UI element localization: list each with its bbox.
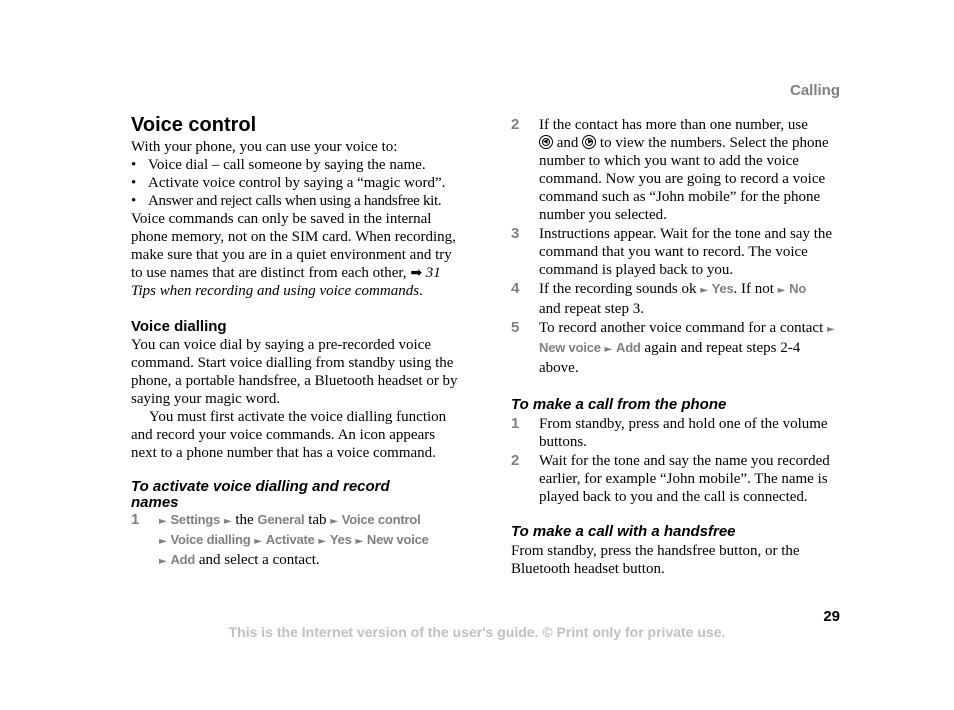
list-item xyxy=(131,174,463,192)
menu-new-voice: New voice xyxy=(539,340,601,355)
section-header: Calling xyxy=(789,82,840,99)
bullet: • xyxy=(131,193,137,209)
step-number: 1 xyxy=(131,511,140,528)
step-item xyxy=(511,280,843,318)
step-item xyxy=(511,319,843,377)
subsection-title: Voice dialling xyxy=(131,318,227,335)
step-number: 5 xyxy=(511,319,520,336)
step-item xyxy=(511,116,843,224)
bullet: • xyxy=(131,157,137,173)
footer-notice: This is the Internet version of the user's guide. © Print only for private use. xyxy=(228,624,726,640)
task-title: To make a call from the phone xyxy=(511,396,727,413)
right-column xyxy=(511,114,843,578)
list-item-text: Activate voice control by saying a “magic word”. xyxy=(148,175,446,191)
paragraph-text: Voice commands can only be saved in the internal phone memory, not on the SIM card. When recording, make sure that you are in a quiet environment and try to use names that are distinct from each other, xyxy=(131,211,456,281)
step-word: If the contact has more than one number, use xyxy=(539,117,808,133)
step-number: 4 xyxy=(511,280,520,297)
page-reference-link[interactable]: 31 Tips when recording and using voice commands xyxy=(131,265,441,299)
memory-paragraph xyxy=(131,210,463,300)
menu-arrow-icon: ► xyxy=(330,516,338,527)
menu-settings: Settings xyxy=(170,512,221,527)
step-item xyxy=(511,452,843,506)
menu-general: General xyxy=(257,512,305,527)
step-text xyxy=(539,280,843,318)
step-word: again and repeat steps 2-4 above. xyxy=(539,340,801,376)
reference-arrow-icon: ➡ xyxy=(410,265,423,281)
menu-new-voice: New voice xyxy=(366,532,429,547)
menu-yes: Yes xyxy=(329,532,352,547)
menu-voice-dialling: Voice dialling xyxy=(170,532,251,547)
activation-paragraph: You must first activate the voice dialling function and record your voice commands. An icon appears next to a phone number that has a voice command. xyxy=(131,409,447,461)
step-word: . If not xyxy=(733,281,778,297)
list-item-text: Voice dial – call someone by saying the name. xyxy=(148,157,426,173)
menu-arrow-icon: ► xyxy=(355,536,364,547)
menu-arrow-icon: ► xyxy=(604,344,613,355)
step-word: To record another voice command for a contact xyxy=(539,320,827,336)
task-title: To activate voice dialling and record names xyxy=(131,478,390,511)
menu-arrow-icon: ► xyxy=(318,536,327,547)
step-text: From standby, press and hold one of the volume buttons. xyxy=(539,416,828,450)
menu-arrow-icon: ► xyxy=(159,536,167,547)
nav-right-key-icon: ▶ xyxy=(582,135,596,149)
step-number: 2 xyxy=(511,116,520,133)
list-item-text: Answer and reject calls when using a handsfree kit. xyxy=(148,193,442,209)
menu-activate: Activate xyxy=(265,532,315,547)
step-number: 3 xyxy=(511,225,520,242)
step-number: 1 xyxy=(511,415,520,432)
step-number: 2 xyxy=(511,452,520,469)
step-text: Wait for the tone and say the name you recorded earlier, for example “John mobile”. The name is played back to you and the call is connected. xyxy=(539,453,830,505)
task-title: To make a call with a handsfree xyxy=(511,523,736,540)
step-word: and xyxy=(553,135,583,151)
page-title: Voice control xyxy=(131,114,257,136)
step-text xyxy=(539,116,843,224)
bullet: • xyxy=(131,175,137,191)
menu-arrow-icon: ► xyxy=(159,556,167,567)
step-item xyxy=(511,415,843,451)
step-item xyxy=(131,511,463,571)
nav-left-key-icon: ◀ xyxy=(539,135,553,149)
menu-arrow-icon: ► xyxy=(827,324,835,335)
menu-arrow-icon: ► xyxy=(700,285,708,296)
feature-list xyxy=(131,156,463,210)
menu-yes: Yes xyxy=(711,281,734,296)
menu-add: Add xyxy=(170,552,196,567)
step-word: the xyxy=(231,512,258,528)
step-item xyxy=(511,225,843,279)
step-word: to view the numbers. Select the phone number to which you want to add the voice command. Now you are going to record a voice command such as “John mobile” for the phone number you selected. xyxy=(539,135,829,223)
menu-add: Add xyxy=(616,340,641,355)
intro-text: With your phone, you can use your voice to: xyxy=(131,139,398,155)
step-word: and select a contact. xyxy=(195,552,320,568)
step-text xyxy=(539,319,843,377)
list-item xyxy=(131,156,463,174)
left-column xyxy=(131,114,463,571)
step-word: If the recording sounds ok xyxy=(539,281,701,297)
menu-arrow-icon: ► xyxy=(159,516,167,527)
page-number: 29 xyxy=(823,608,840,625)
period: . xyxy=(419,283,423,299)
menu-arrow-icon: ► xyxy=(223,516,232,527)
step-text xyxy=(159,511,463,571)
step-word: and repeat step 3. xyxy=(539,301,644,317)
voice-dialling-paragraph: You can voice dial by saying a pre-recorded voice command. Start voice dialling from standby using the phone, a portable handsfree, a Bluetooth headset or by saying your magic word. xyxy=(131,337,458,407)
handsfree-paragraph: From standby, press the handsfree button, or the Bluetooth headset button. xyxy=(511,543,800,577)
menu-voice-control: Voice control xyxy=(341,512,421,527)
list-item xyxy=(131,192,463,210)
menu-arrow-icon: ► xyxy=(777,285,786,296)
menu-no: No xyxy=(789,281,807,296)
menu-arrow-icon: ► xyxy=(254,536,262,547)
step-word: tab xyxy=(304,512,331,528)
step-text: Instructions appear. Wait for the tone and say the command that you want to record. The voice command is played back to you. xyxy=(539,226,833,278)
